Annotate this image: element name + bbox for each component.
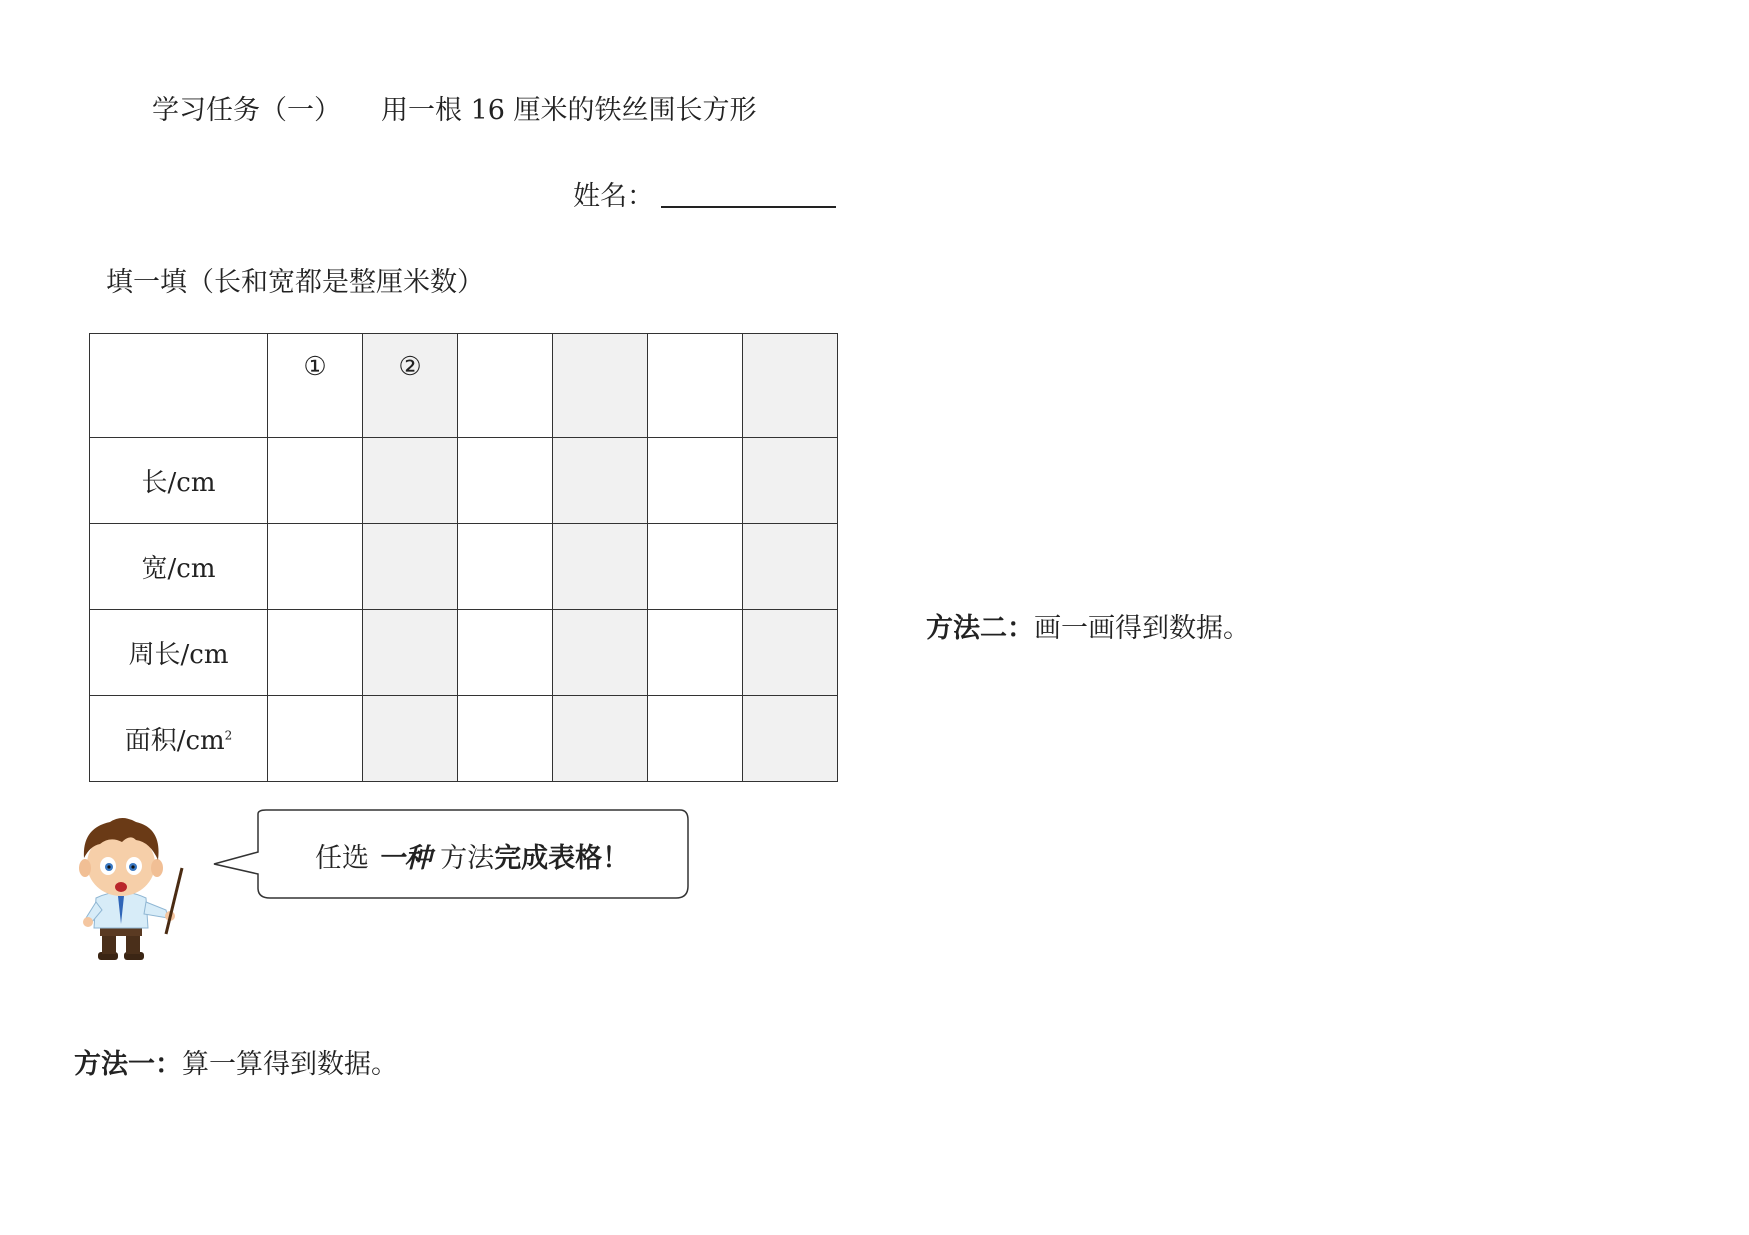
bubble-text-part: 方法 [431,843,495,874]
method-two-label: 方法二： [926,613,1034,644]
task-number: 学习任务（一） [152,95,341,126]
fill-cell[interactable] [363,610,458,696]
method-two-text: 画一画得到数据。 [1034,613,1250,644]
bubble-exclamation: ！ [602,843,630,874]
table-header-row [90,334,838,438]
table-row-length [90,438,838,524]
method-one-text: 算一算得到数据。 [182,1049,398,1080]
row-label: 长/cm [90,438,268,524]
fill-cell[interactable] [268,610,363,696]
fill-cell[interactable] [648,524,743,610]
fill-cell[interactable] [553,524,648,610]
column-marker [743,334,838,438]
fill-cell[interactable] [743,524,838,610]
area-label: 面积/cm [124,726,225,756]
fill-cell[interactable] [268,524,363,610]
fill-cell[interactable] [363,696,458,782]
area-superscript: 2 [224,728,233,743]
bubble-bold-text: 完成表格 [494,843,603,874]
row-label: 宽/cm [90,524,268,610]
bubble-text-part: 任选 [315,843,378,874]
method-one [74,1042,398,1081]
fill-cell[interactable] [553,610,648,696]
speech-bubble-text [315,836,629,875]
fill-cell[interactable] [743,610,838,696]
page-title [152,88,757,127]
name-blank-line[interactable] [661,206,836,208]
table-row-perimeter [90,610,838,696]
fill-cell[interactable] [363,438,458,524]
row-label: 周长/cm [90,610,268,696]
fill-cell[interactable] [743,696,838,782]
column-marker [553,334,648,438]
fill-cell[interactable] [553,438,648,524]
column-marker: ① [268,334,363,438]
fill-cell[interactable] [553,696,648,782]
header-corner-cell [90,334,268,438]
fill-cell[interactable] [458,696,553,782]
task-description: 用一根 16 厘米的铁丝围长方形 [381,95,757,126]
column-marker: ② [363,334,458,438]
fill-cell[interactable] [268,696,363,782]
teacher-cartoon-icon [70,806,190,966]
method-two [926,606,1250,645]
name-label: 姓名： [573,181,654,212]
fill-cell[interactable] [458,524,553,610]
table-row-width [90,524,838,610]
fill-cell[interactable] [458,438,553,524]
data-table [89,333,838,782]
table-row-area [90,696,838,782]
fill-cell[interactable] [648,438,743,524]
row-label [90,696,268,782]
column-marker [458,334,553,438]
fill-cell[interactable] [458,610,553,696]
fill-cell[interactable] [268,438,363,524]
fill-cell[interactable] [648,696,743,782]
column-marker [648,334,743,438]
method-one-label: 方法一： [74,1049,182,1080]
fill-in-instruction: 填一填（长和宽都是整厘米数） [106,267,484,298]
fill-cell[interactable] [648,610,743,696]
fill-cell[interactable] [743,438,838,524]
fill-cell[interactable] [363,524,458,610]
bubble-emphasis: 一种 [377,843,432,874]
